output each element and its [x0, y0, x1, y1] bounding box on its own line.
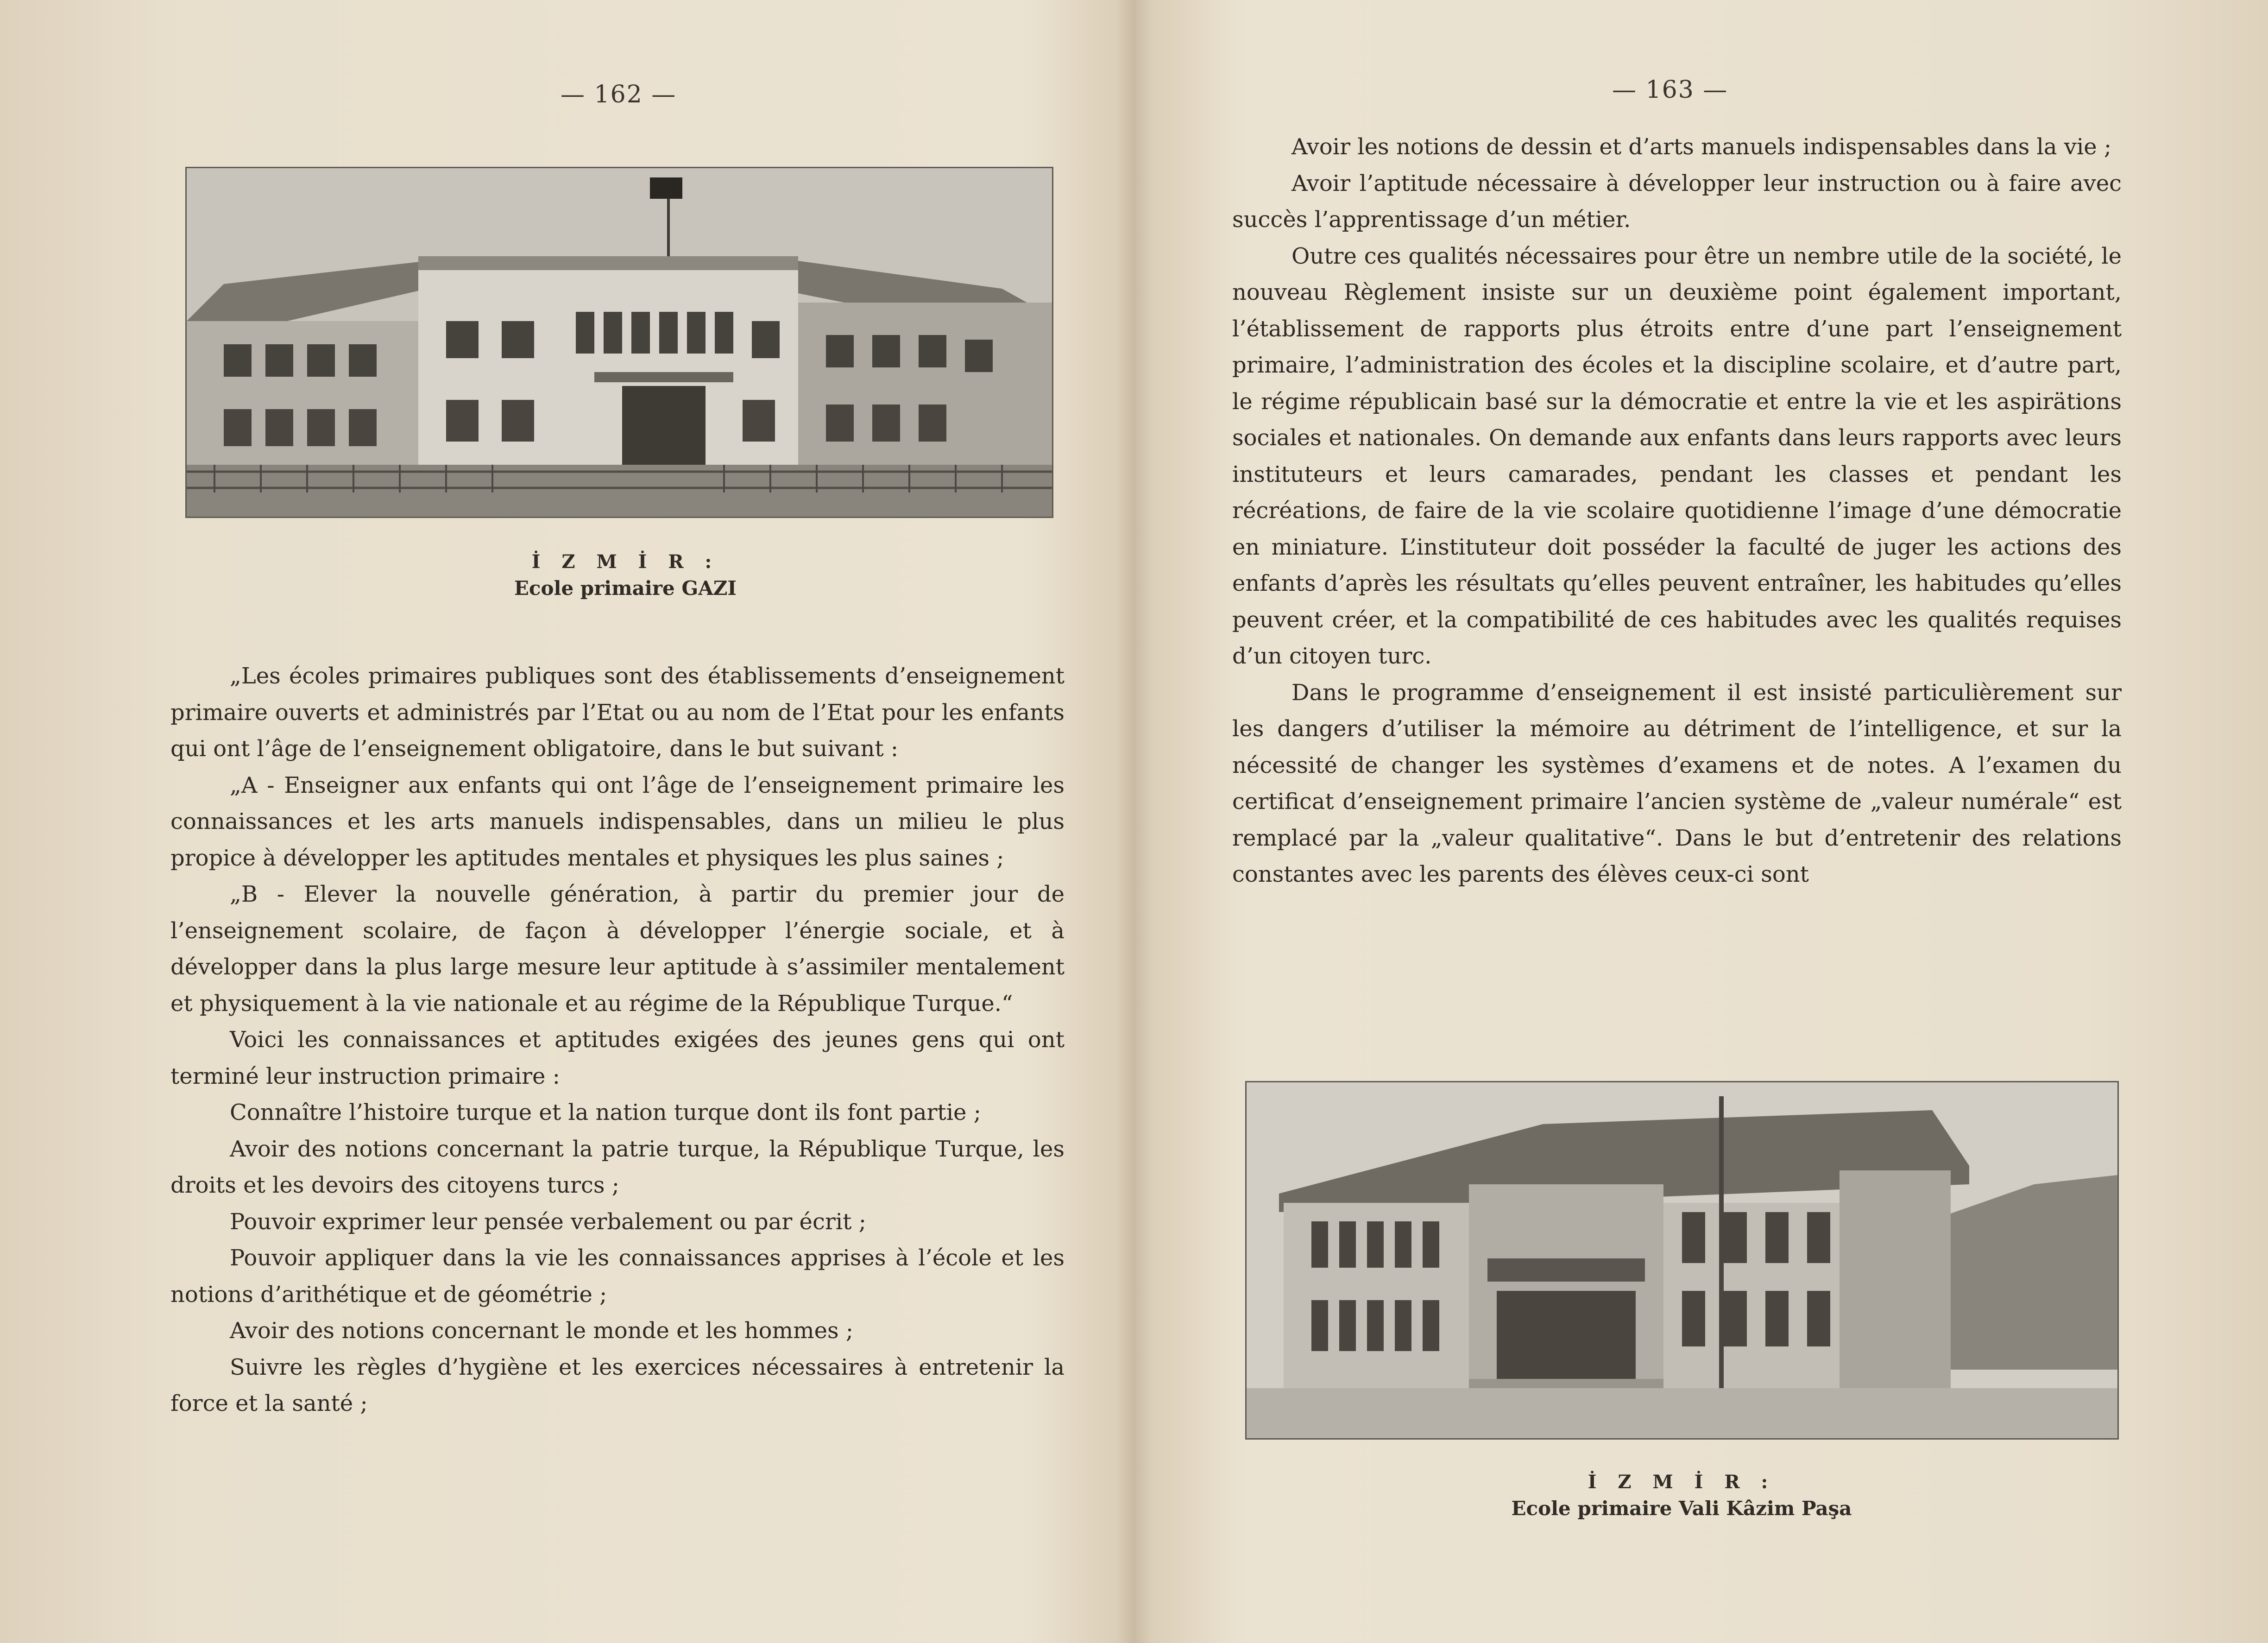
paragraph: Avoir les notions de dessin et d’arts manuels indispensables dans la vie ; — [1292, 134, 2112, 160]
paragraph: „A - Enseigner aux enfants qui ont l’âge de l’enseignement primaire les connaissances et les arts manuels indispensables, dans un milieu le plus propice à développer les aptitudes mentales et physiques les plus saines ; — [170, 772, 1065, 871]
paragraph: „B - Elever la nouvelle génération, à partir du premier jour de l’enseignement scolaire, de façon à développer l’énergie sociale, et à développer dans la plus large mesure leur aptitude à s’assimiler mentalement et physiquement à la vie nationale et au régime de la République Turque.“ — [170, 881, 1065, 1017]
paragraph: Avoir des notions concernant le monde et les hommes ; — [230, 1318, 854, 1344]
caption-title: Ecole primaire GAZI — [514, 577, 737, 600]
paragraph: Avoir des notions concernant la patrie turque, la République Turque, les droits et les devoirs des citoyens turcs ; — [170, 1136, 1065, 1198]
photo-caption — [1473, 1469, 1890, 1522]
paragraph: Avoir l’aptitude nécessaire à développer leur instruction ou à faire avec succès l’apprentissage d’un métier. — [1232, 170, 2122, 233]
building-illustration — [187, 168, 1052, 517]
caption-title: Ecole primaire Vali Kâzim Paşa — [1511, 1497, 1852, 1520]
page-number: — 163 — — [1612, 76, 1728, 104]
paragraph: Voici les connaissances et aptitudes exigées des jeunes gens qui ont terminé leur instruction primaire : — [170, 1027, 1065, 1089]
page-number: — 162 — — [561, 81, 677, 108]
right-page — [1134, 0, 2268, 1643]
school-photo-vali-kazim-pasa — [1245, 1081, 2119, 1440]
photo-caption — [417, 549, 834, 601]
caption-place: İ Z M İ R : — [1588, 1471, 1776, 1493]
paragraph: „Les écoles primaires publiques sont des établissements d’enseignement primaire ouverts et administrés par l’Etat ou au nom de l’Etat pour les enfants qui ont l’âge de l’enseignement obligatoire, dans le but suivant : — [170, 663, 1065, 762]
paragraph: Pouvoir exprimer leur pensée verbalement ou par écrit ; — [230, 1208, 866, 1235]
paragraph: Pouvoir appliquer dans la vie les connaissances apprises à l’école et les notions d’arithétique et de géométrie ; — [170, 1245, 1065, 1308]
school-photo-gazi — [185, 167, 1053, 518]
body-text — [170, 658, 1065, 1422]
body-text — [1232, 129, 2122, 893]
paragraph: Outre ces qualités nécessaires pour être un nembre utile de la société, le nouveau Règlement insiste sur un deuxième point également important, l’établissement de rapports plus étroits entre d’une part l’enseignement primaire, l’administration des écoles et la discipline scolaire, et d’autre part, le régime républicain basé sur la démocratie et entre la vie et les aspirätions sociales et nationales. On demande aux enfants dans leurs rapports avec leurs instituteurs et leurs camarades, pendant les classes et pendant les récréations, de faire de la vie scolaire quotidienne l’image d’une démocratie en miniature. L’instituteur doit posséder la faculté de juger les actions des enfants d’après les résultats qu’elles peuvent entraîner, les habitudes qu’elles peuvent créer, et la compatibilité de ces habitudes avec les qualités requises d’un citoyen turc. — [1232, 243, 2122, 669]
paragraph: Dans le programme d’enseignement il est insisté particulièrement sur les dangers d’utiliser la mémoire au détriment de l’intelligence, et sur la nécessité de changer les systèmes d’examens et de notes. A l’examen du certificat d’enseignement primaire l’ancien système de „valeur numérale“ est remplacé par la „valeur qualitative“. Dans le but d’entretenir des relations constantes avec les parents des élèves ceux-ci sont — [1232, 679, 2122, 887]
paragraph: Suivre les règles d’hygiène et les exercices nécessaires à entretenir la force et la santé ; — [170, 1354, 1065, 1416]
paragraph: Connaître l’histoire turque et la nation turque dont ils font partie ; — [230, 1100, 981, 1125]
building-illustration — [1247, 1082, 2117, 1438]
caption-place: İ Z M İ R : — [531, 551, 719, 573]
